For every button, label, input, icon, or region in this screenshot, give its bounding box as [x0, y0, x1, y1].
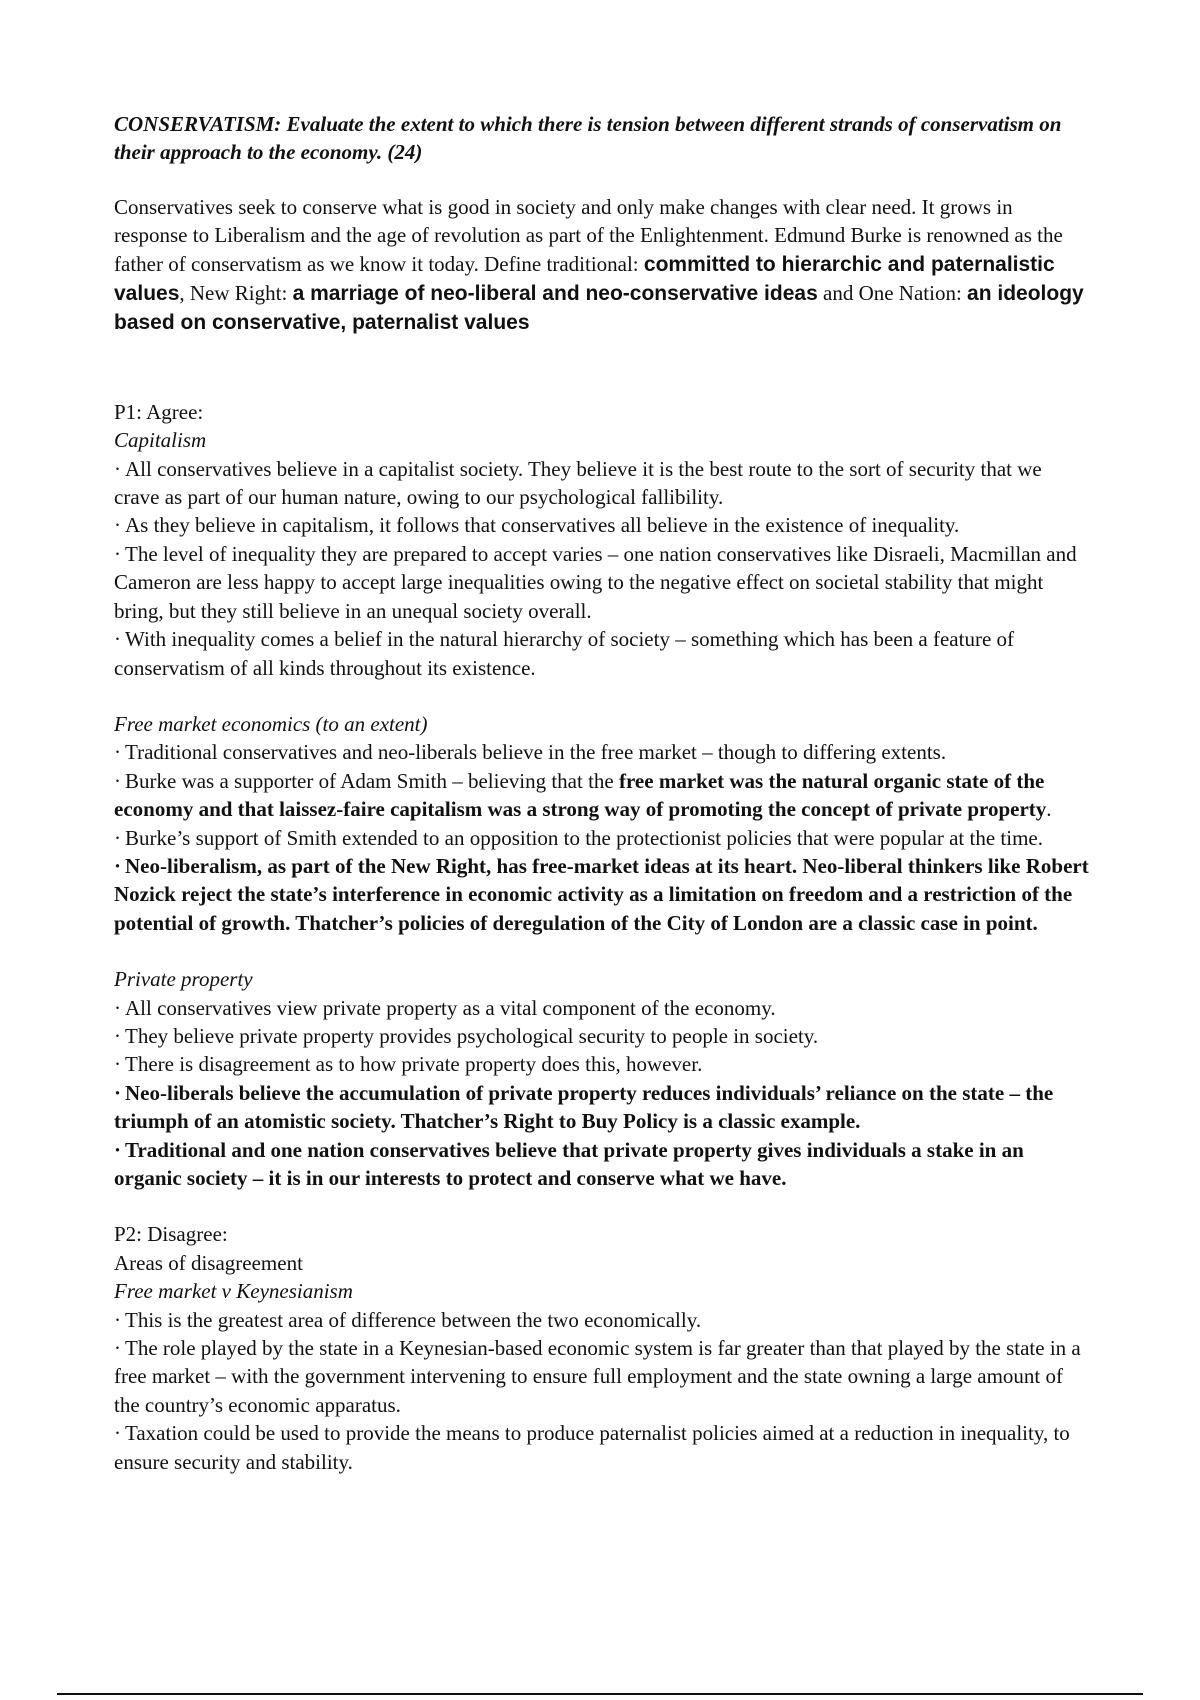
bullet-dot: · — [114, 1421, 121, 1446]
bullet-text: They believe private property provides psychological security to people in society. — [125, 1023, 819, 1048]
bullet-item — [114, 1022, 1089, 1050]
bullet-item — [114, 1136, 1089, 1193]
bullet-text: Traditional conservatives and neo-liberals believe in the free market – though to differing extents. — [125, 740, 947, 765]
bullet-dot: · — [114, 825, 121, 850]
intro-bold-one-nation: an ideology based on conservative, paternalist values — [114, 282, 1084, 335]
intro-bold-traditional: committed to hierarchic and paternalistic values — [114, 252, 1055, 306]
bullet-item — [114, 540, 1089, 625]
free-market-subheading: Free market economics (to an extent) — [114, 711, 428, 736]
bullet-text: All conservatives believe in a capitalist society. They believe it is the best route to the sort of security that we crave as part of our human nature, owing to our psychological fallibility. — [114, 456, 1042, 510]
bullet-item — [114, 455, 1089, 512]
section-private-property — [114, 965, 1089, 1192]
bullet-item — [114, 994, 1089, 1022]
bullet-item — [114, 1334, 1089, 1419]
intro-text-1: Conservatives seek to conserve what is good in society and only make changes with clear need. It grows in response to Liberalism and the age of revolution as part of the Enlightenment. Edmund Burke is renowned as the father of conservatism as we know it today. Define traditional: — [114, 194, 1063, 276]
p2-subheading: Areas of disagreement — [114, 1250, 303, 1275]
bullet-dot: · — [114, 1336, 121, 1361]
bullet-text: All conservatives view private property as a vital component of the economy. — [125, 995, 776, 1020]
p2-topic: Free market v Keynesianism — [114, 1279, 353, 1304]
bullet-item — [114, 1050, 1089, 1078]
bullet-text: Burke was a supporter of Adam Smith – believing that the — [125, 768, 619, 793]
bullet-item — [114, 852, 1089, 937]
bullet-text: Neo-liberals believe the accumulation of private property reduces individuals’ reliance on the state – the triumph of an atomistic society. Thatcher’s Right to Buy Policy is a classic example. — [114, 1080, 1054, 1134]
bullet-item — [114, 625, 1089, 682]
bullet-dot: · — [114, 1307, 121, 1332]
bullet-dot: · — [114, 853, 122, 878]
bullet-dot: · — [114, 1137, 122, 1162]
bullet-item — [114, 738, 1089, 766]
bullet-item — [114, 767, 1089, 824]
bullet-text: As they believe in capitalism, it follows that conservatives all believe in the existence of inequality. — [125, 513, 960, 538]
bullet-dot: · — [114, 995, 121, 1020]
intro-bold-new-right: a marriage of neo-liberal and neo-conservative ideas — [292, 282, 818, 306]
bullet-text: Neo-liberalism, as part of the New Right, has free-market ideas at its heart. Neo-liberal thinkers like Robert Nozick reject the state’s interference in economic activity as a limitation on freedom and a restriction of the potential of growth. Thatcher’s policies of deregulation of the City of London are a classic case in point. — [114, 853, 1089, 935]
bullet-dot: · — [114, 1023, 121, 1048]
section-p2 — [114, 1220, 1089, 1476]
p1-heading: P1: Agree: — [114, 399, 204, 424]
intro-paragraph — [114, 193, 1089, 338]
bullet-text: There is disagreement as to how private property does this, however. — [125, 1052, 703, 1077]
bullet-dot: · — [114, 768, 121, 793]
intro-text-2: , New Right: — [179, 281, 293, 306]
bullet-item — [114, 1079, 1089, 1136]
bullet-dot: · — [114, 513, 121, 538]
bullet-item — [114, 824, 1089, 852]
bullet-bold-text: free market was the natural organic state of the economy and that laissez-faire capitalism was a strong way of promoting the concept of private property — [114, 768, 1047, 822]
bullet-text: Traditional and one nation conservatives believe that private property gives individuals a stake in an organic society – it is in our interests to protect and conserve what we have. — [114, 1137, 1024, 1190]
bullet-item — [114, 1306, 1089, 1334]
bullet-dot: · — [114, 541, 121, 566]
bullet-item — [114, 511, 1089, 539]
bullet-item — [114, 1419, 1089, 1476]
bullet-dot: · — [114, 1052, 121, 1077]
section-p1 — [114, 398, 1089, 682]
intro-text-3: and One Nation: — [817, 281, 968, 306]
essay-title: CONSERVATISM: Evaluate the extent to which there is tension between different strands of conservatism on their approach to the economy. (24) — [114, 112, 1062, 165]
bullet-text: The role played by the state in a Keynesian-based economic system is far greater than that played by the state in a free market – with the government intervening to ensure full employment and the state owning a large amount of the country’s economic apparatus. — [114, 1336, 1081, 1417]
bullet-dot: · — [114, 627, 121, 652]
bullet-dot: · — [114, 740, 121, 765]
p2-heading: P2: Disagree: — [114, 1222, 228, 1247]
bullet-text: Taxation could be used to provide the means to produce paternalist policies aimed at a reduction in inequality, to ensure security and stability. — [114, 1421, 1070, 1474]
bullet-dot: · — [114, 456, 121, 481]
bullet-text: This is the greatest area of difference between the two economically. — [125, 1307, 702, 1332]
bullet-text-end: . — [1046, 797, 1052, 822]
bullet-text: With inequality comes a belief in the natural hierarchy of society – something which has been a feature of conservatism of all kinds throughout its existence. — [114, 627, 1015, 680]
section-free-market — [114, 710, 1089, 937]
private-property-subheading: Private property — [114, 967, 253, 992]
page-bottom-rule — [57, 1693, 1143, 1695]
bullet-text: Burke’s support of Smith extended to an opposition to the protectionist policies that were popular at the time. — [125, 825, 1043, 850]
capitalism-subheading: Capitalism — [114, 428, 207, 453]
bullet-dot: · — [114, 1080, 122, 1105]
bullet-text: The level of inequality they are prepared to accept varies – one nation conservatives like Disraeli, Macmillan and Cameron are less happy to accept large inequalities owing to the negative effect on societal stability that might bring, but they still believe in an unequal society overall. — [114, 541, 1077, 623]
document-body — [114, 110, 1089, 1476]
